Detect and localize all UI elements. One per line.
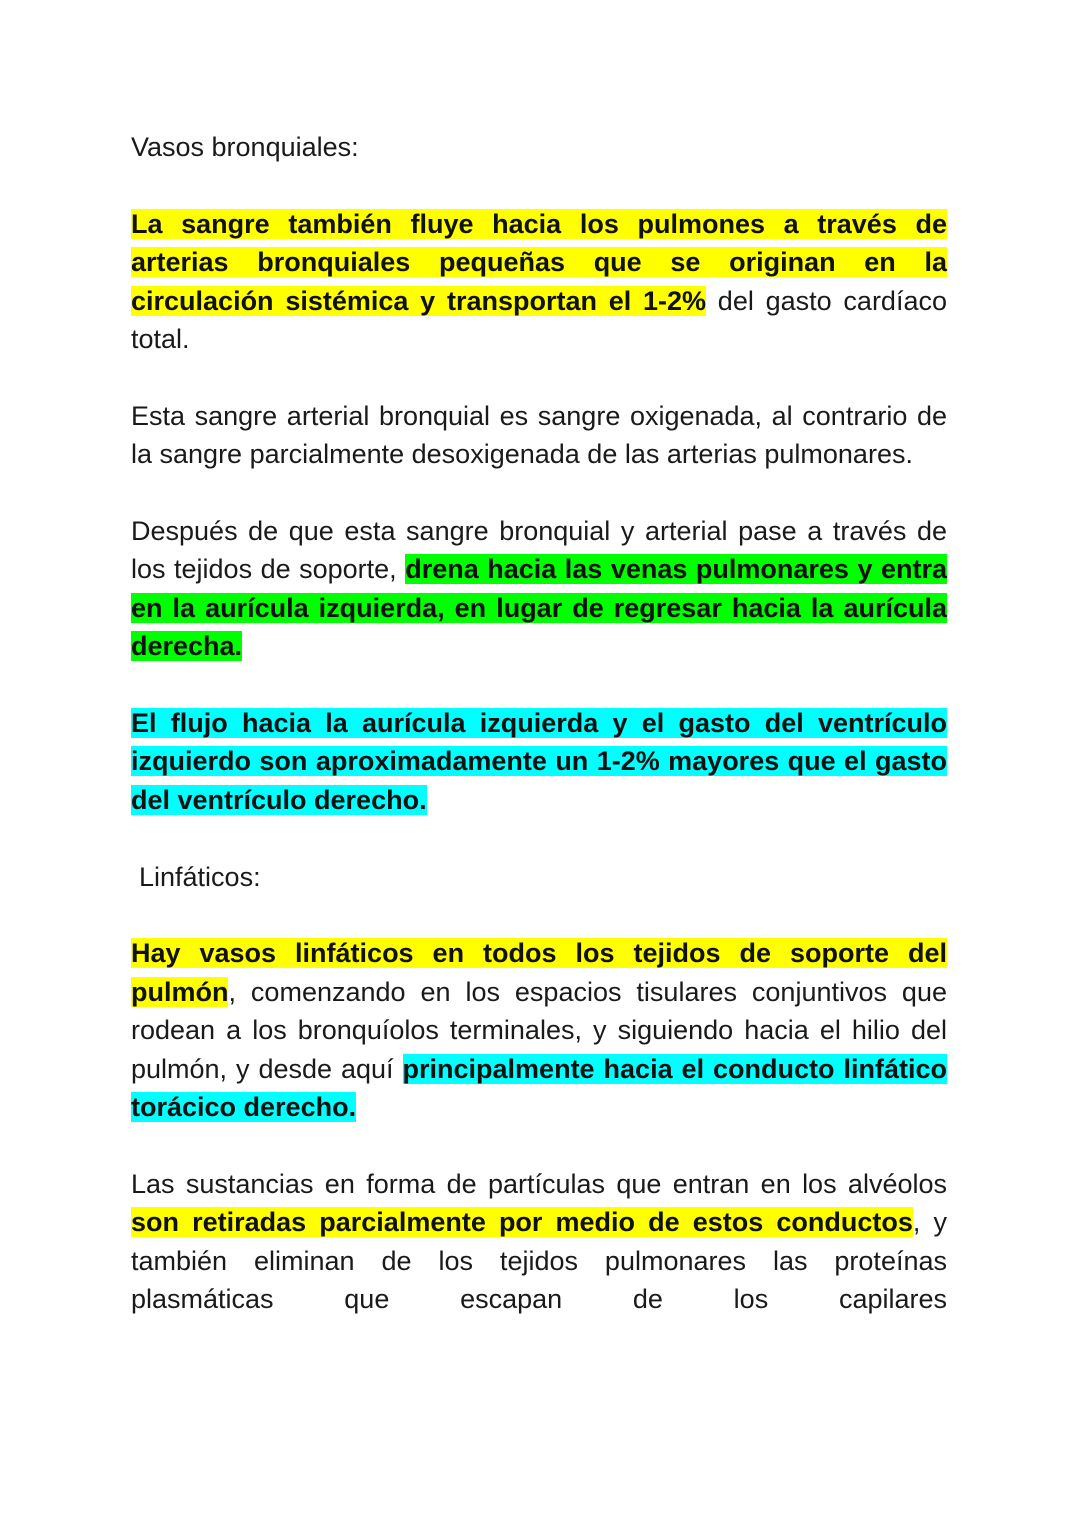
highlight-yellow: La sangre también fluye hacia los pulmones a través de arterias bronquiales pequeñas que se originan en la circulación sistémica y transportan el 1-2%	[131, 208, 947, 316]
paragraph-sangre-oxigenada: Esta sangre arterial bronquial es sangre oxigenada, al contrario de la sangre parcialmente desoxigenada de las arterias pulmonares.	[131, 400, 947, 470]
highlight-yellow: son retiradas parcialmente por medio de estos conductos	[131, 1207, 913, 1238]
paragraph-drenaje-venas	[131, 512, 947, 666]
heading-linfaticos: Linfáticos:	[139, 861, 261, 892]
plain-text: Después de que esta sangre bronquial y arterial pase a través de los tejidos de soporte,	[131, 516, 947, 585]
plain-text: del gasto cardíaco total.	[131, 285, 947, 355]
paragraph-sustancias-particulas	[131, 1165, 947, 1319]
paragraph-vasos-linfaticos	[131, 934, 947, 1126]
paragraph-arterias-bronquiales	[131, 205, 947, 359]
plain-text: , comenzando en los espacios tisulares conjuntivos que rodean a los bronquíolos terminales, y siguiendo hacia el hilio del pulmón, y desde aquí	[131, 976, 947, 1084]
highlight-green: drena hacia las venas pulmonares y entra en la aurícula izquierda, en lugar de regresar hacia la aurícula derecha.	[131, 554, 947, 662]
highlight-cyan: El flujo hacia la aurícula izquierda y el gasto del ventrículo izquierdo son aproximadamente un 1-2% mayores que el gasto del ventrículo derecho.	[131, 708, 947, 815]
heading-vasos-bronquiales: Vasos bronquiales:	[131, 132, 359, 162]
highlight-yellow: Hay vasos linfáticos en todos los tejidos de soporte del pulmón	[131, 938, 947, 1007]
highlight-cyan: principalmente hacia el conducto linfático torácico derecho.	[131, 1053, 947, 1123]
plain-text: , y también eliminan de los tejidos pulmonares las proteínas plasmáticas que escapan de los capilares	[131, 1207, 947, 1315]
plain-text: Las sustancias en forma de partículas que entran en los alvéolos	[131, 1168, 947, 1199]
paragraph-flujo-auricula	[131, 704, 947, 819]
